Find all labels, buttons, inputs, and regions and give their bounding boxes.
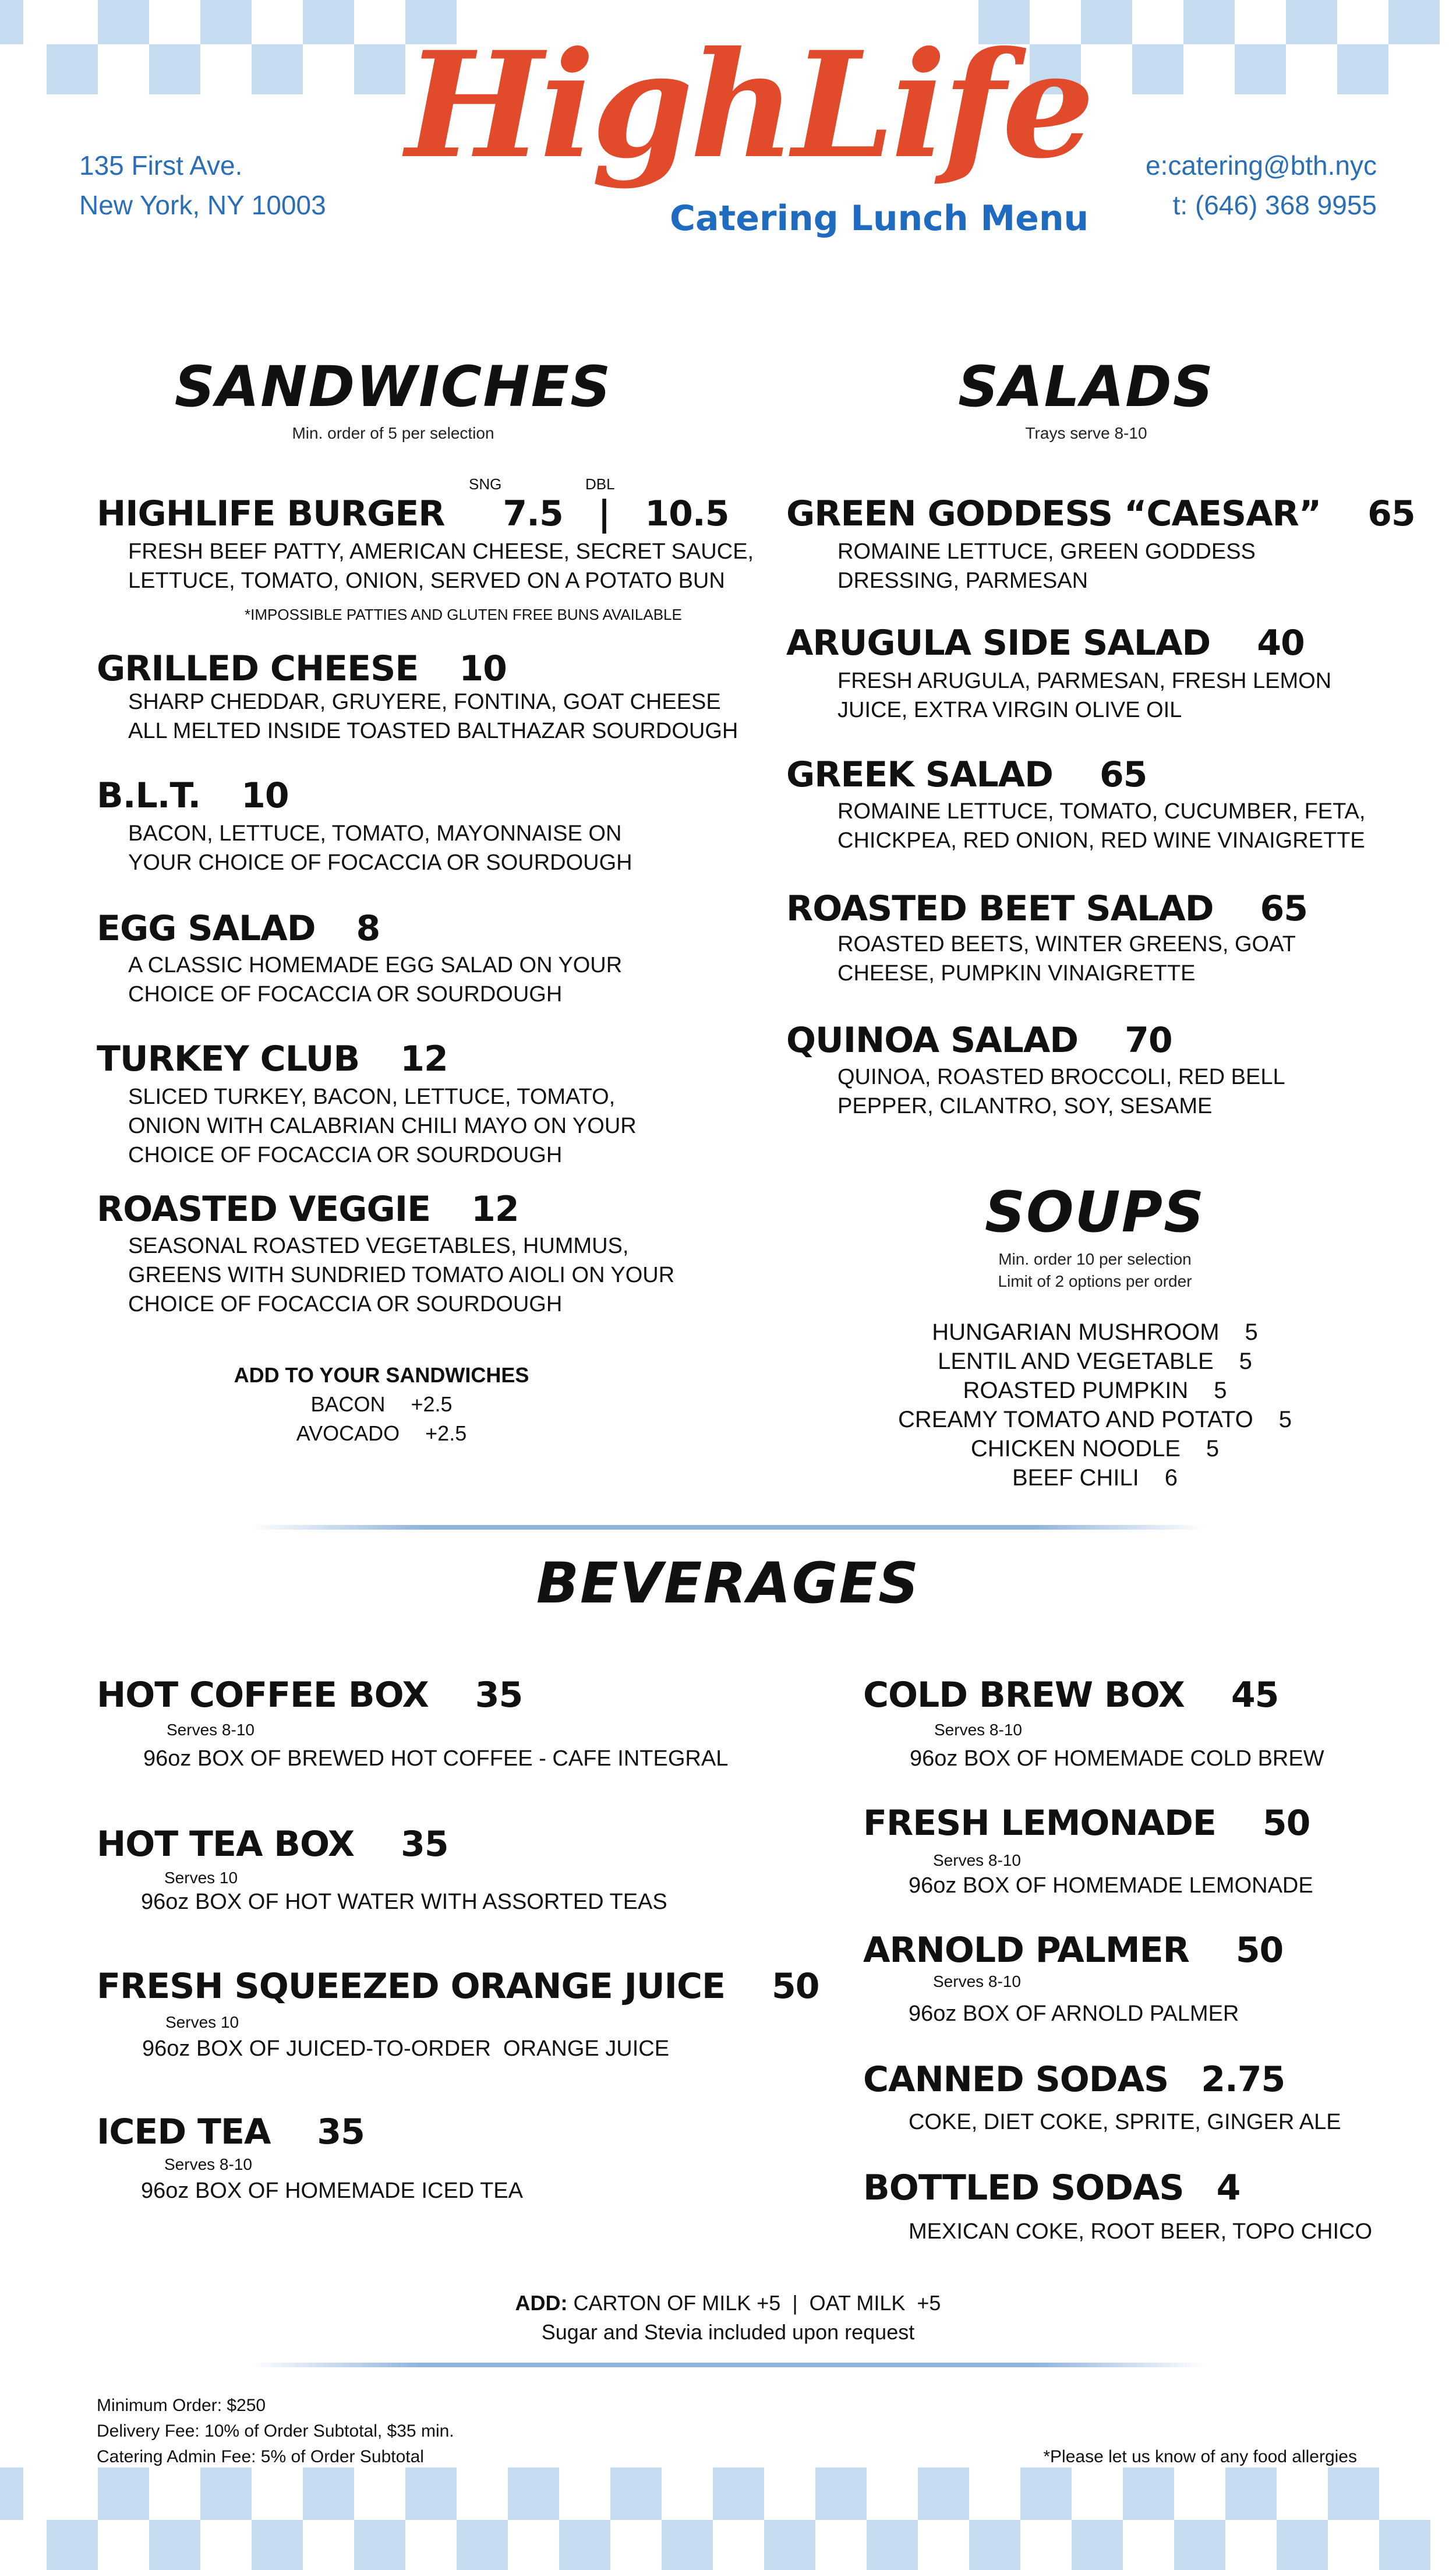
addon-name: AVOCADO [296, 1421, 400, 1445]
soup-price: 5 [1206, 1436, 1220, 1461]
sandwich-title [97, 775, 289, 816]
beverage-title [97, 1824, 448, 1865]
soup-item [833, 1347, 1357, 1376]
footer-terms [97, 2393, 454, 2470]
addon-name: BACON [310, 1392, 386, 1416]
beverage-desc: 96oz BOX OF HOMEMADE ICED TEA [141, 2179, 524, 2203]
beverage-serves: Serves 8-10 [167, 1721, 255, 1739]
add-text: CARTON OF MILK +5 | OAT MILK +5 [573, 2291, 941, 2315]
beverage-title [863, 2059, 1285, 2100]
salad-name: ARUGULA SIDE SALAD [786, 623, 1211, 663]
soup-price: 5 [1245, 1319, 1258, 1345]
burger-dbl-label: DBL [585, 475, 615, 493]
sandwich-title [97, 908, 380, 949]
sandwich-name: TURKEY CLUB [97, 1039, 360, 1079]
burger-price-dbl: 10.5 [645, 493, 729, 534]
addons-title: ADD TO YOUR SANDWICHES [234, 1363, 529, 1387]
beverage-name: ICED TEA [97, 2112, 271, 2152]
soup-item [833, 1376, 1357, 1405]
sandwich-name: B.L.T. [97, 775, 201, 816]
beverage-name: CANNED SODAS [863, 2059, 1169, 2100]
sandwich-name: GRILLED CHEESE [97, 648, 419, 689]
beverage-serves: Serves 8-10 [933, 1972, 1021, 1990]
salad-price: 65 [1260, 888, 1307, 929]
address-line-2: New York, NY 10003 [79, 190, 326, 220]
addon-row [192, 1390, 571, 1419]
sandwich-price: 8 [356, 908, 380, 949]
salad-name: ROASTED BEET SALAD [786, 888, 1214, 929]
section-divider [250, 1525, 1206, 1530]
address-line-1: 135 First Ave. [79, 150, 243, 181]
sandwiches-note: Min. order of 5 per selection [292, 424, 494, 442]
beverage-name: FRESH LEMONADE [863, 1803, 1216, 1844]
burger-sng-label: SNG [469, 475, 502, 493]
beverage-desc: COKE, DIET COKE, SPRITE, GINGER ALE [909, 2110, 1341, 2134]
sandwiches-heading: SANDWICHES [174, 354, 612, 419]
beverage-title [97, 1966, 819, 2007]
burger-name: HIGHLIFE BURGER [97, 493, 445, 534]
beverage-title [97, 1675, 523, 1715]
beverage-name: BOTTLED SODAS [863, 2167, 1184, 2208]
contact-block [1146, 146, 1377, 225]
beverage-name: HOT TEA BOX [97, 1824, 355, 1865]
beverage-desc: MEXICAN COKE, ROOT BEER, TOPO CHICO [909, 2219, 1373, 2244]
beverage-title [863, 2167, 1241, 2208]
sandwich-title [97, 1039, 448, 1079]
beverage-price: 50 [1262, 1803, 1310, 1844]
soup-item [833, 1405, 1357, 1434]
salad-price: 65 [1099, 754, 1147, 795]
soup-name: HUNGARIAN MUSHROOM [932, 1319, 1220, 1345]
salad-title [786, 888, 1307, 929]
salad-desc: FRESH ARUGULA, PARMESAN, FRESH LEMON JUICE, EXTRA VIRGIN OLIVE OIL [837, 669, 1332, 722]
salads-note: Trays serve 8-10 [1025, 424, 1147, 442]
soup-price: 5 [1278, 1407, 1292, 1432]
soup-price: 6 [1164, 1465, 1178, 1491]
beverages-heading: BEVERAGES [536, 1551, 920, 1616]
salad-name: GREEN GODDESS “CAESAR” [786, 493, 1321, 534]
sandwich-desc: BACON, LETTUCE, TOMATO, MAYONNAISE ON YOUR CHOICE OF FOCACCIA OR SOURDOUGH [128, 821, 632, 875]
soup-name: LENTIL AND VEGETABLE [938, 1348, 1214, 1374]
soup-name: ROASTED PUMPKIN [963, 1378, 1189, 1403]
beverage-name: COLD BREW BOX [863, 1675, 1185, 1715]
addon-row [192, 1419, 571, 1448]
soup-name: BEEF CHILI [1012, 1465, 1139, 1491]
beverage-price: 2.75 [1201, 2059, 1285, 2100]
delivery-fee: Delivery Fee: 10% of Order Subtotal, $35 min. [97, 2421, 454, 2441]
beverage-desc: 96oz BOX OF BREWED HOT COFFEE - CAFE INTEGRAL [143, 1746, 729, 1771]
beverage-title [863, 1930, 1284, 1971]
beverage-price: 4 [1216, 2167, 1241, 2208]
beverage-desc: 96oz BOX OF JUICED-TO-ORDER ORANGE JUICE [142, 2036, 670, 2061]
salad-name: QUINOA SALAD [786, 1020, 1079, 1061]
salad-price: 70 [1125, 1020, 1172, 1061]
sandwich-title [97, 1189, 519, 1230]
soup-name: CREAMY TOMATO AND POTATO [898, 1407, 1253, 1432]
sandwich-title [97, 648, 507, 689]
burger-desc: FRESH BEEF PATTY, AMERICAN CHEESE, SECRET SAUCE, LETTUCE, TOMATO, ONION, SERVED ON A POTATO BUN [128, 539, 754, 593]
salad-desc: QUINOA, ROASTED BROCCOLI, RED BELL PEPPER, CILANTRO, SOY, SESAME [837, 1065, 1285, 1118]
burger-footnote: *IMPOSSIBLE PATTIES AND GLUTEN FREE BUNS AVAILABLE [245, 606, 682, 623]
beverage-price: 35 [317, 2112, 365, 2152]
beverage-desc: 96oz BOX OF HOMEMADE COLD BREW [910, 1746, 1324, 1771]
sweetener-note: Sugar and Stevia included upon request [541, 2320, 915, 2344]
beverage-serves: Serves 8-10 [934, 1721, 1022, 1739]
burger-title [97, 493, 729, 534]
beverage-serves: Serves 8-10 [933, 1851, 1021, 1869]
sandwich-addons [192, 1361, 571, 1448]
salad-price: 40 [1257, 623, 1305, 663]
footer-divider [250, 2363, 1206, 2367]
salad-price: 65 [1367, 493, 1415, 534]
beverage-desc: 96oz BOX OF HOMEMADE LEMONADE [909, 1873, 1313, 1898]
beverage-title [863, 1803, 1310, 1844]
sandwich-price: 10 [459, 648, 507, 689]
soup-name: CHICKEN NOODLE [970, 1436, 1181, 1461]
sandwich-price: 10 [241, 775, 289, 816]
beverage-add-line [379, 2289, 1077, 2317]
admin-fee: Catering Admin Fee: 5% of Order Subtotal [97, 2447, 424, 2466]
soups-heading: SOUPS [984, 1180, 1206, 1245]
bottom-checker-band [0, 2467, 1456, 2570]
soup-price: 5 [1239, 1348, 1252, 1374]
salad-title [786, 493, 1415, 534]
salads-heading: SALADS [958, 354, 1214, 419]
soup-item [833, 1463, 1357, 1492]
sandwich-desc: A CLASSIC HOMEMADE EGG SALAD ON YOUR CHOICE OF FOCACCIA OR SOURDOUGH [128, 953, 623, 1007]
sandwich-desc: SEASONAL ROASTED VEGETABLES, HUMMUS, GREENS WITH SUNDRIED TOMATO AIOLI ON YOUR CHOICE OF FOCACCIA OR SOURDOUGH [128, 1234, 675, 1316]
burger-separator: | [598, 493, 610, 534]
beverage-name: ARNOLD PALMER [863, 1930, 1189, 1971]
sandwich-price: 12 [471, 1189, 519, 1230]
beverage-name: HOT COFFEE BOX [97, 1675, 429, 1715]
contact-phone: t: (646) 368 9955 [1172, 190, 1377, 220]
soup-price: 5 [1214, 1378, 1227, 1403]
salad-name: GREEK SALAD [786, 754, 1053, 795]
beverage-price: 35 [475, 1675, 523, 1715]
add-label: ADD: [515, 2291, 568, 2315]
allergy-note: *Please let us know of any food allergies [1043, 2447, 1357, 2466]
beverage-serves: Serves 10 [164, 1869, 238, 1887]
beverage-serves: Serves 10 [165, 2013, 239, 2031]
sandwich-desc: SHARP CHEDDAR, GRUYERE, FONTINA, GOAT CHEESE ALL MELTED INSIDE TOASTED BALTHAZAR SOURDOUGH [128, 690, 738, 743]
salad-desc: ROASTED BEETS, WINTER GREENS, GOAT CHEESE, PUMPKIN VINAIGRETTE [837, 932, 1296, 986]
contact-email: e:catering@bth.nyc [1145, 150, 1377, 181]
soup-item [833, 1318, 1357, 1347]
beverage-price: 35 [401, 1824, 448, 1865]
soups-list [833, 1318, 1357, 1492]
soup-item [833, 1434, 1357, 1463]
logo-subtitle: Catering Lunch Menu [670, 198, 1089, 239]
addon-price: +2.5 [425, 1421, 467, 1445]
salad-desc: ROMAINE LETTUCE, GREEN GODDESS DRESSING, PARMESAN [837, 539, 1256, 593]
beverage-serves: Serves 8-10 [164, 2155, 252, 2173]
beverage-desc: 96oz BOX OF ARNOLD PALMER [909, 2001, 1239, 2026]
beverage-price: 45 [1231, 1675, 1279, 1715]
beverage-title [97, 2112, 365, 2152]
beverage-desc: 96oz BOX OF HOT WATER WITH ASSORTED TEAS [141, 1890, 667, 1914]
min-order: Minimum Order: $250 [97, 2396, 266, 2415]
addon-price: +2.5 [411, 1392, 453, 1416]
soups-note-2: Limit of 2 options per order [998, 1272, 1192, 1290]
beverage-price: 50 [1235, 1930, 1284, 1971]
sandwich-price: 12 [400, 1039, 448, 1079]
sandwich-name: ROASTED VEGGIE [97, 1189, 431, 1230]
salad-title [786, 623, 1305, 663]
soups-note-1: Min. order 10 per selection [998, 1250, 1192, 1268]
salad-title [786, 754, 1147, 795]
beverage-name: FRESH SQUEEZED ORANGE JUICE [97, 1966, 725, 2007]
logo: HighLife [405, 19, 1091, 190]
sandwich-desc: SLICED TURKEY, BACON, LETTUCE, TOMATO, ONION WITH CALABRIAN CHILI MAYO ON YOUR CHOICE OF FOCACCIA OR SOURDOUGH [128, 1085, 637, 1167]
salad-desc: ROMAINE LETTUCE, TOMATO, CUCUMBER, FETA, CHICKPEA, RED ONION, RED WINE VINAIGRETTE [837, 799, 1366, 853]
beverage-price: 50 [771, 1966, 819, 2007]
burger-price-sng: 7.5 [503, 493, 563, 534]
address-block [79, 146, 326, 225]
sandwich-name: EGG SALAD [97, 908, 316, 949]
salad-title [786, 1020, 1172, 1061]
beverage-title [863, 1675, 1279, 1715]
